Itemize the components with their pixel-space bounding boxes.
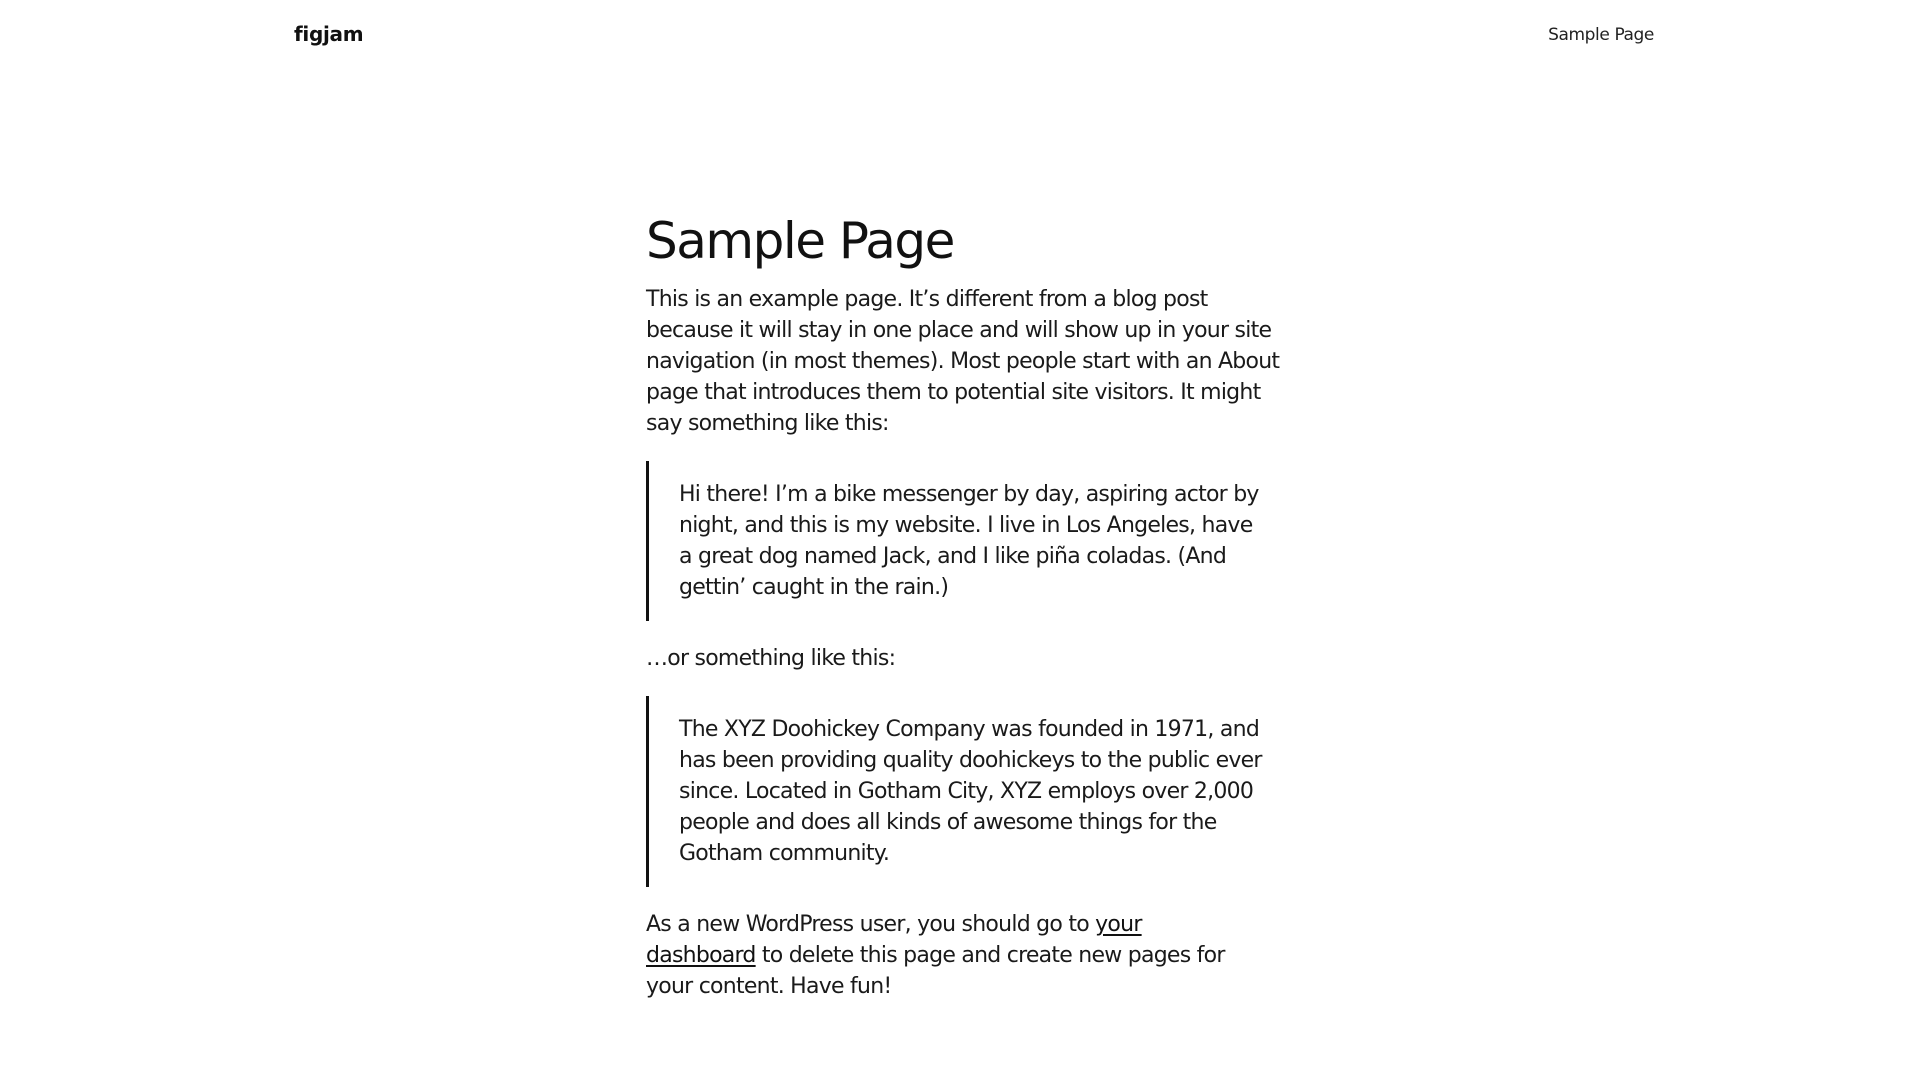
outro-paragraph bbox=[646, 909, 1246, 1002]
blockquote-doohickey-company bbox=[646, 696, 1296, 887]
blockquote-bike-messenger bbox=[646, 461, 1296, 621]
outro-text-start: As a new WordPress user, you should go to bbox=[646, 912, 1096, 937]
site-title-link[interactable]: figjam bbox=[294, 22, 364, 46]
quote-text: The XYZ Doohickey Company was founded in 1971, and has been providing quality doohickeys to the public ever since. Located in Gotham City, XYZ employs over 2,000 people and does all kinds of awesome things for the Gotham community. bbox=[679, 717, 1262, 866]
quote-text: Hi there! I’m a bike messenger by day, aspiring actor by night, and this is my website. I live in Los Angeles, have a great dog named Jack, and I like piña coladas. (And gettin’ caught in the rain.) bbox=[679, 482, 1259, 600]
outro-text-end: to delete this page and create new pages for your content. Have fun! bbox=[646, 943, 1225, 999]
nav-link-sample-page[interactable]: Sample Page bbox=[1548, 25, 1654, 45]
between-paragraph: …or something like this: bbox=[646, 646, 896, 671]
intro-paragraph: This is an example page. It’s different from a blog post because it will stay in one place and will show up in your site navigation (in most themes). Most people start with an About page that introduces them to potential site visitors. It might say something like this: bbox=[646, 287, 1280, 436]
page-title: Sample Page bbox=[646, 212, 954, 270]
page-content bbox=[646, 206, 1296, 1002]
site-header bbox=[0, 0, 1920, 72]
dashboard-link[interactable]: your dashboard bbox=[646, 912, 1142, 968]
